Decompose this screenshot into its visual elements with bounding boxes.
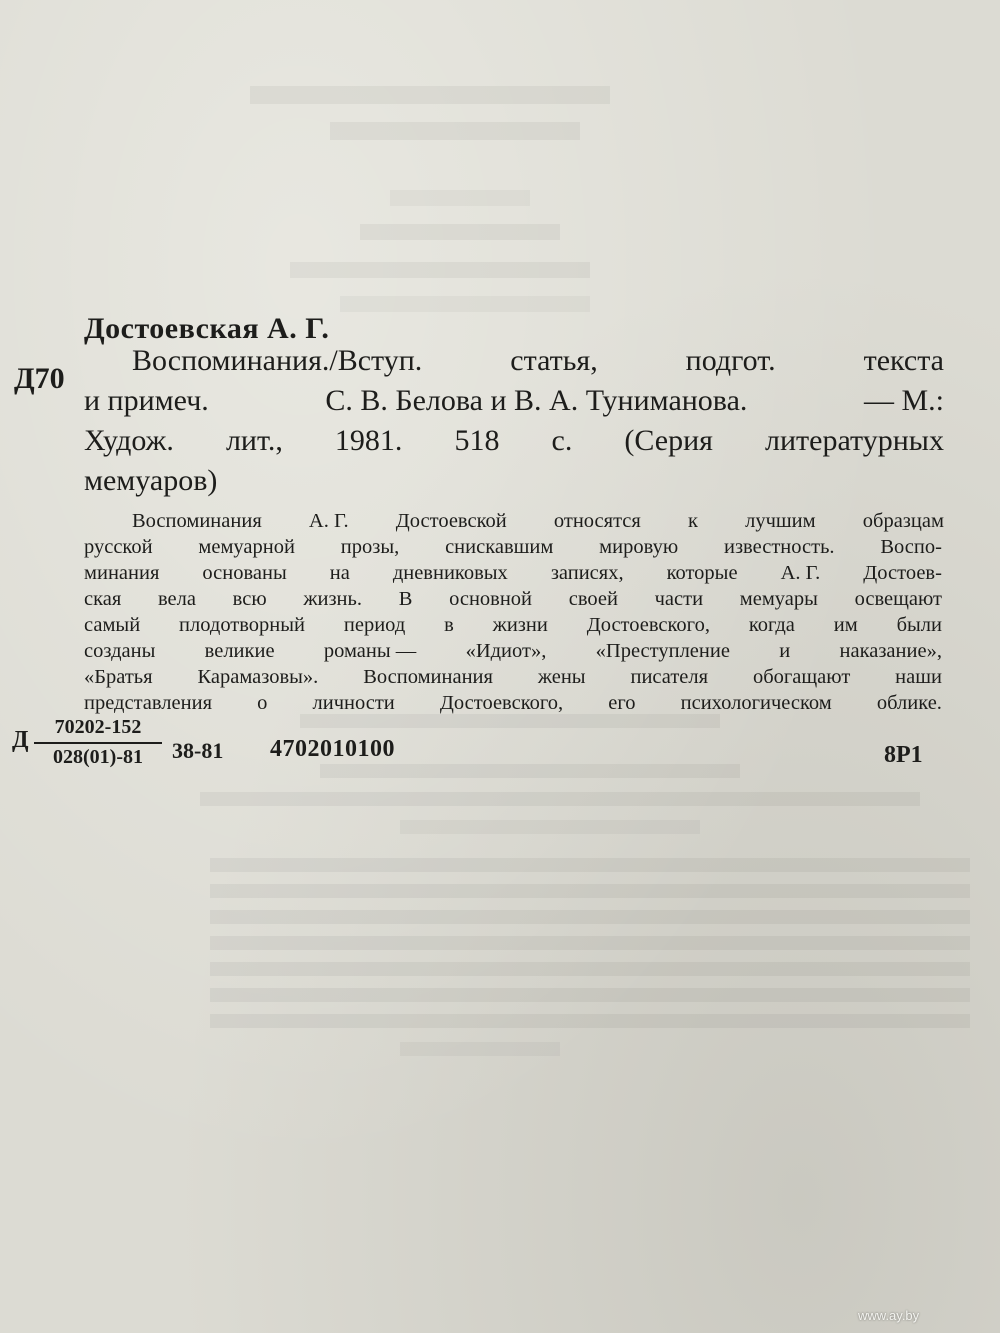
word: наказание», [839, 640, 942, 662]
word: относятся [553, 510, 641, 532]
word: «Преступление [595, 640, 730, 662]
bibliographic-line-1 [132, 344, 944, 378]
index-class: 8Р1 [884, 742, 923, 768]
word: прозы, [340, 536, 400, 558]
word: ская [84, 588, 122, 610]
word: «Братья [84, 666, 153, 688]
word: лит., [225, 424, 283, 457]
word: русской [84, 536, 153, 558]
word: А. Г. [780, 562, 821, 584]
classification-mark: Д70 [14, 362, 65, 395]
word: Воспо- [880, 536, 942, 558]
word: мемуарной [198, 536, 295, 558]
bibliographic-line-4: мемуаров) [84, 464, 218, 497]
word: Достоевского, [439, 692, 564, 714]
word: Воспоминания [363, 666, 493, 688]
word: облике. [876, 692, 942, 714]
word: подгот. [685, 344, 776, 377]
site-watermark: www.ay.by [858, 1308, 920, 1323]
word: писателя [630, 666, 709, 688]
index-code: 4702010100 [270, 736, 395, 762]
word: всю [232, 588, 267, 610]
word: Достоевской [395, 510, 507, 532]
word: дневниковых [392, 562, 508, 584]
word: в [444, 614, 454, 636]
word: основаны [202, 562, 287, 584]
word: 518 [454, 424, 500, 457]
word: литературных [765, 424, 944, 457]
word: психологическом [680, 692, 832, 714]
word: С. В. Белова и В. А. Туниманова. [325, 384, 748, 417]
word: освещают [854, 588, 942, 610]
word: — М.: [863, 384, 944, 417]
bibliographic-line-2 [84, 384, 944, 418]
word: минания [84, 562, 160, 584]
word: на [329, 562, 350, 584]
word: части [654, 588, 704, 610]
word: самый [84, 614, 141, 636]
word: Воспоминания [132, 510, 262, 532]
word: обогащают [752, 666, 851, 688]
word: Воспоминания./Вступ. [132, 344, 423, 377]
word: были [896, 614, 942, 636]
word: (Серия [624, 424, 713, 457]
word: основной [449, 588, 533, 610]
word: мировую [599, 536, 679, 558]
word: личности [312, 692, 395, 714]
annotation-line-7 [84, 666, 942, 689]
word: и примеч. [84, 384, 209, 417]
index-series: 38-81 [172, 738, 224, 763]
index-denominator: 028(01)-81 [53, 746, 143, 768]
word: Худож. [84, 424, 174, 457]
annotation-line-1 [132, 510, 944, 533]
word: романы — [323, 640, 417, 662]
word: жизни [492, 614, 548, 636]
word: записях, [550, 562, 624, 584]
word: своей [568, 588, 618, 610]
word: жены [537, 666, 586, 688]
word: вела [157, 588, 196, 610]
word: созданы [84, 640, 156, 662]
word: лучшим [745, 510, 816, 532]
word: мемуары [739, 588, 818, 610]
word: плодотворный [179, 614, 306, 636]
word: с. [551, 424, 573, 457]
word: его [608, 692, 636, 714]
word: наши [895, 666, 942, 688]
word: статья, [510, 344, 598, 377]
word: великие [204, 640, 275, 662]
word: известность. [723, 536, 835, 558]
word: Достоевского, [586, 614, 710, 636]
word: и [779, 640, 791, 662]
annotation-line-5 [84, 614, 942, 637]
index-numerator: 70202-152 [34, 716, 162, 744]
annotation-line-4 [84, 588, 942, 611]
word: которые [666, 562, 738, 584]
word: представления [84, 692, 212, 714]
annotation-line-8 [84, 692, 942, 715]
word: о [257, 692, 268, 714]
word: В [398, 588, 413, 610]
annotation-line-3 [84, 562, 942, 585]
word: им [833, 614, 858, 636]
bibliographic-line-3 [84, 424, 944, 458]
word: Карамазовы». [197, 666, 319, 688]
word: Достоев- [863, 562, 942, 584]
index-prefix: Д [12, 727, 29, 753]
annotation-line-6 [84, 640, 942, 663]
word: А. Г. [308, 510, 349, 532]
author-heading: Достоевская А. Г. [84, 312, 330, 345]
word: период [343, 614, 406, 636]
word: 1981. [334, 424, 403, 457]
word: когда [748, 614, 795, 636]
word: образцам [862, 510, 944, 532]
word: к [687, 510, 698, 532]
index-fraction [34, 716, 162, 769]
word: жизнь. [303, 588, 363, 610]
word: снискавшим [445, 536, 554, 558]
annotation-line-2 [84, 536, 942, 559]
word: текста [863, 344, 944, 377]
word: «Идиот», [465, 640, 547, 662]
